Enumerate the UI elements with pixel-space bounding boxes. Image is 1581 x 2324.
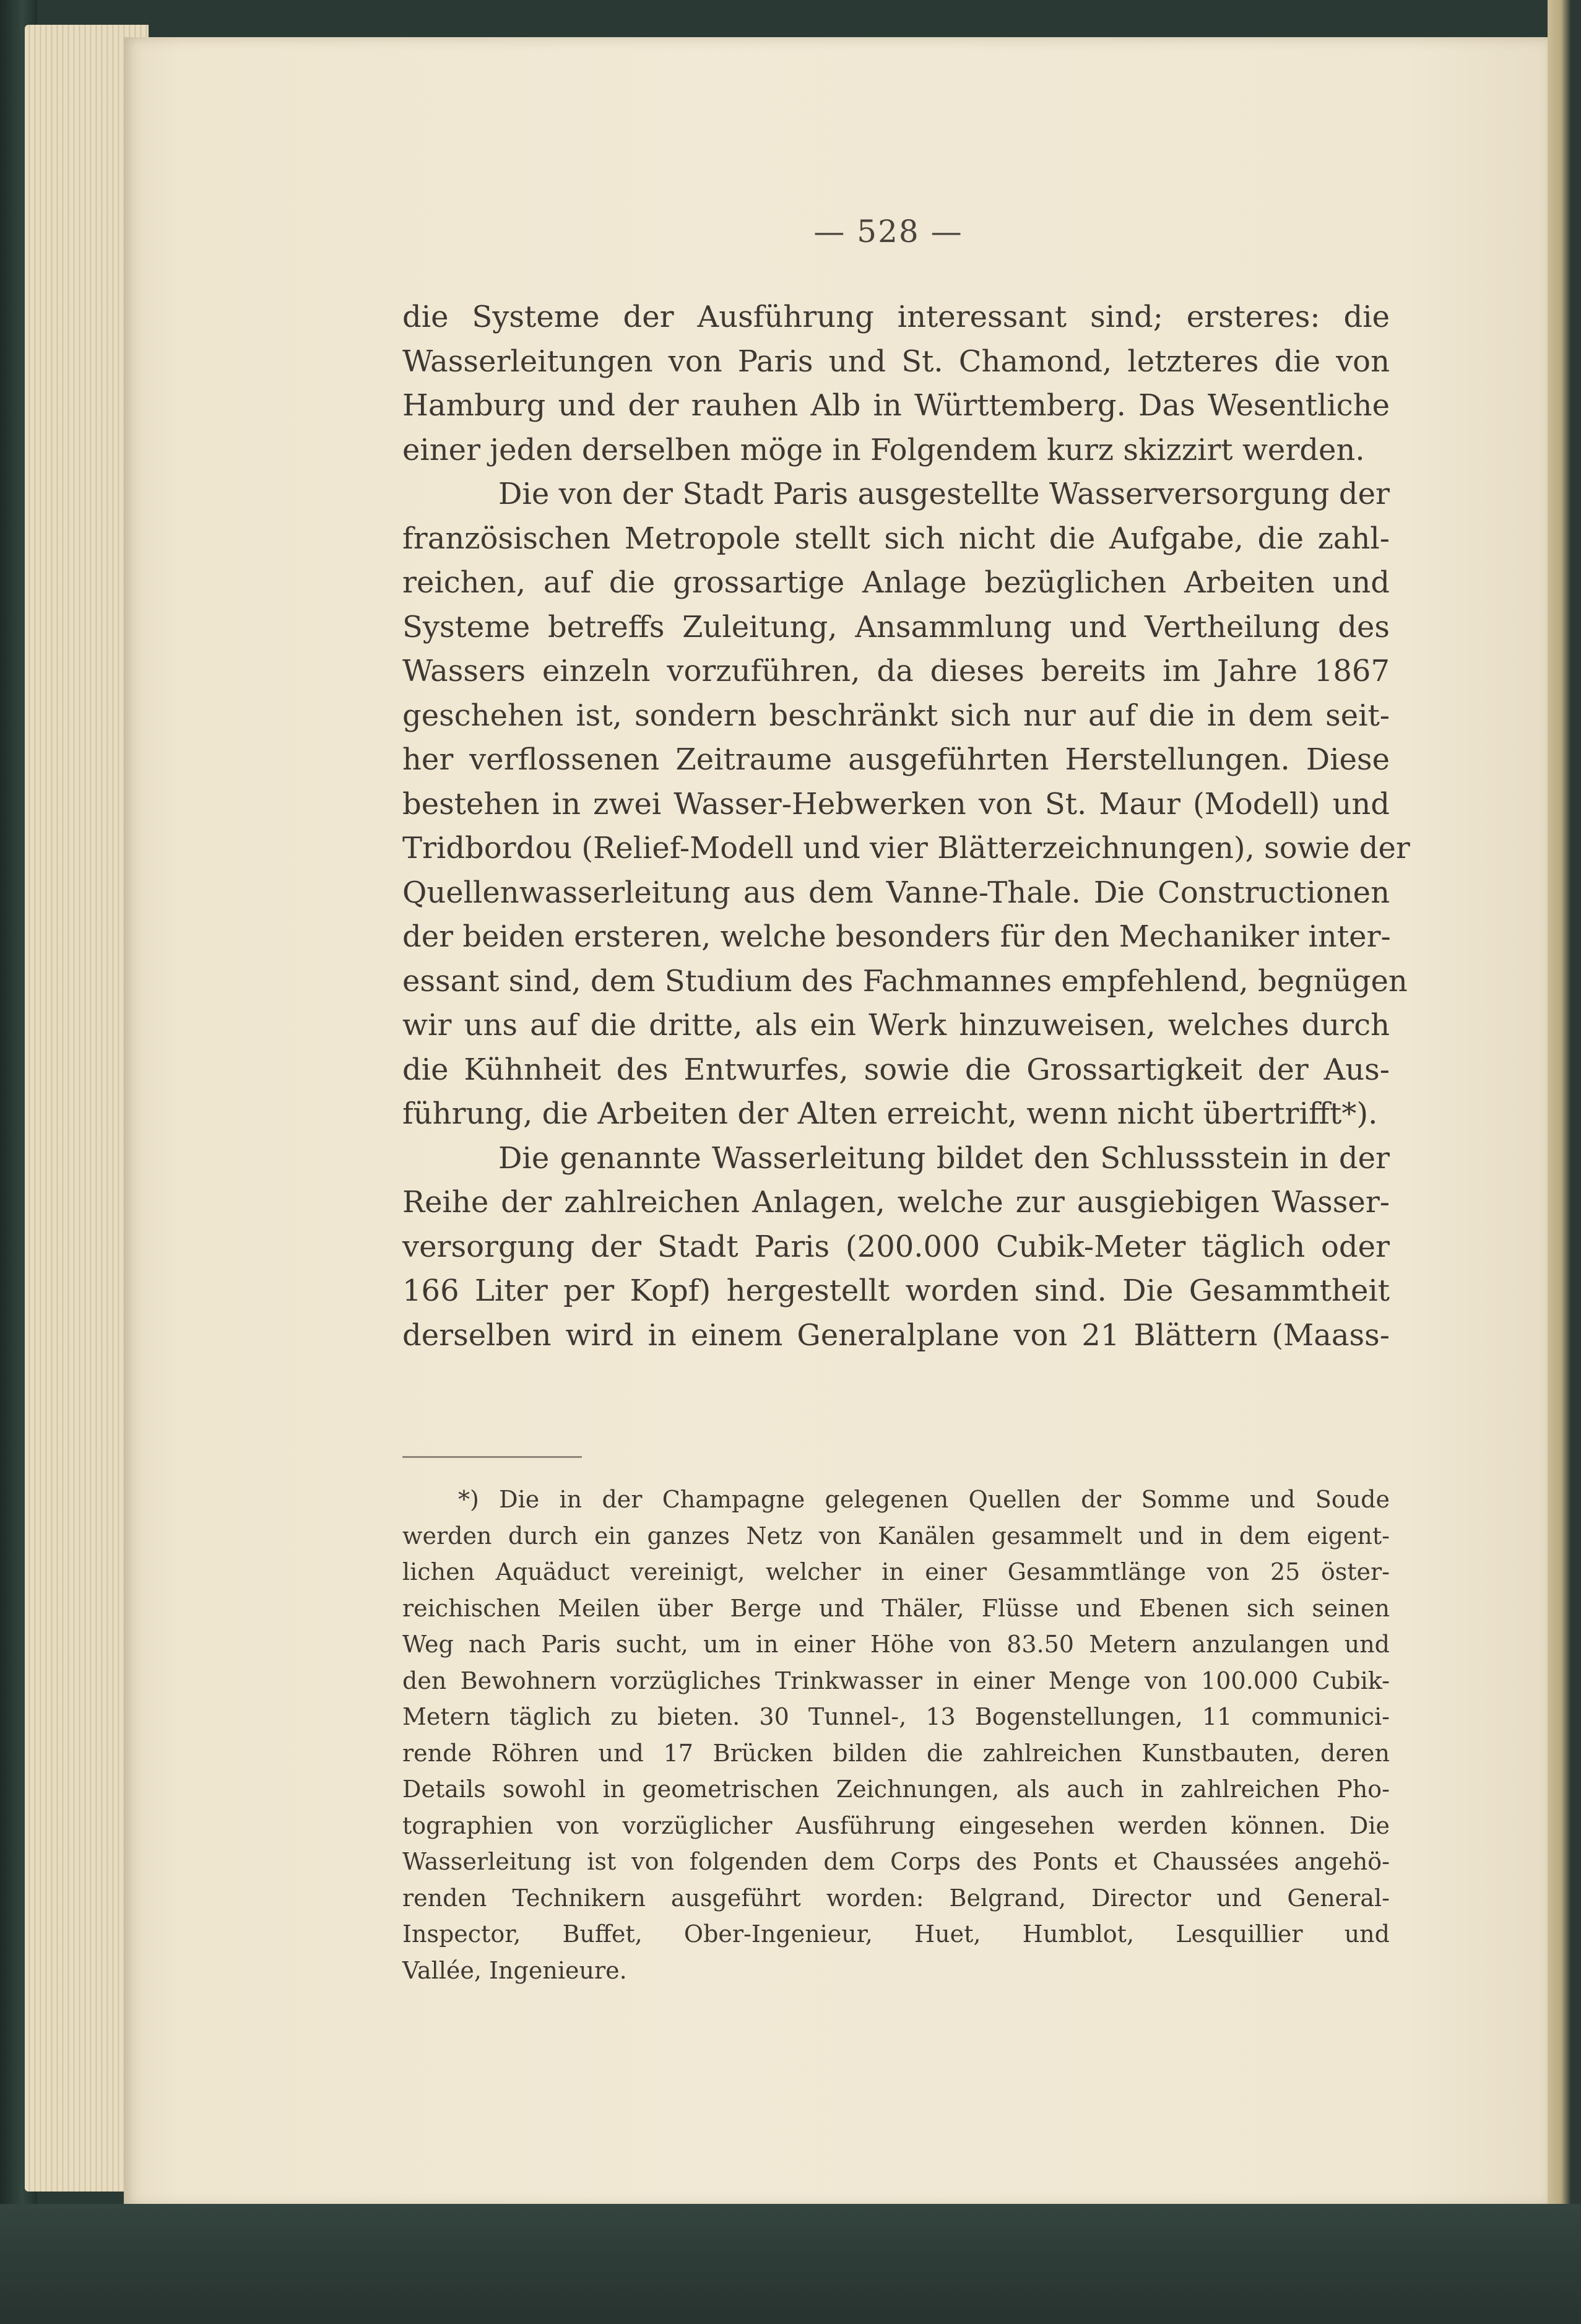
footnote-line: Details sowohl in geometrischen Zeichnungen, als auch in zahlreichen Pho- (402, 1776, 1390, 1803)
footnote-line: lichen Aquäduct vereinigt, welcher in einer Gesammtlänge von 25 öster- (402, 1558, 1390, 1585)
footnote-line: reichischen Meilen über Berge und Thäler, Flüsse und Ebenen sich seinen (402, 1594, 1390, 1622)
body-line: führung, die Arbeiten der Alten erreicht, wenn nicht übertrifft*). (402, 1096, 1378, 1131)
body-line: derselben wird in einem Generalplane von 21 Blättern (Maass- (402, 1317, 1390, 1353)
footnote-line: Inspector, Buffet, Ober-Ingenieur, Huet, Humblot, Lesquillier und (402, 1920, 1390, 1948)
body-line: Quellenwasserleitung aus dem Vanne-Thale. Die Constructionen (402, 875, 1390, 910)
body-line: reichen, auf die grossartige Anlage bezüglichen Arbeiten und (402, 565, 1390, 600)
body-line: einer jeden derselben möge in Folgendem kurz skizzirt werden. (402, 432, 1365, 467)
body-line: her verflossenen Zeitraume ausgeführten Herstellungen. Diese (402, 742, 1390, 777)
body-line: Wassers einzeln vorzuführen, da dieses bereits im Jahre 1867 (402, 654, 1390, 688)
body-line: Reihe der zahlreichen Anlagen, welche zur ausgiebigen Wasser- (402, 1185, 1390, 1220)
body-line: der beiden ersteren, welche besonders für den Mechaniker inter- (402, 919, 1391, 954)
body-line: essant sind, dem Studium des Fachmannes empfehlend, begnügen (402, 963, 1408, 999)
body-line: die Systeme der Ausführung interessant sind; ersteres: die (402, 300, 1390, 334)
body-line: Die genannte Wasserleitung bildet den Schlussstein in der (498, 1140, 1390, 1176)
footnote-line: Wasserleitung ist von folgenden dem Corps des Ponts et Chaussées angehö- (402, 1848, 1390, 1875)
footnote-line: werden durch ein ganzes Netz von Kanälen gesammelt und in dem eigent- (402, 1522, 1390, 1550)
body-line: geschehen ist, sondern beschränkt sich nur auf die in dem seit- (402, 698, 1390, 733)
page-number: — 528 — (813, 214, 963, 249)
footnote-divider (402, 1456, 582, 1458)
body-line: die Kühnheit des Entwurfes, sowie die Grossartigkeit der Aus- (402, 1052, 1390, 1087)
body-line: französischen Metropole stellt sich nicht die Aufgabe, die zahl- (402, 521, 1390, 556)
footnote-line: *) Die in der Champagne gelegenen Quellen der Somme und Soude (458, 1486, 1390, 1513)
body-line: bestehen in zwei Wasser-Hebwerken von St. Maur (Modell) und (402, 786, 1390, 822)
footnote-line: rende Röhren und 17 Brücken bilden die zahlreichen Kunstbauten, deren (402, 1739, 1390, 1767)
footnote-line: renden Technikern ausgeführt worden: Belgrand, Director und General- (402, 1884, 1390, 1912)
footnote-line: Vallée, Ingenieure. (402, 1956, 627, 1984)
body-line: Tridbordou (Relief-Modell und vier Blätterzeichnungen), sowie der (402, 831, 1410, 865)
body-line: versorgung der Stadt Paris (200.000 Cubik-Meter täglich oder (402, 1229, 1390, 1264)
right-page-edge (1548, 0, 1581, 2324)
body-line: Hamburg und der rauhen Alb in Württemberg. Das Wesentliche (402, 388, 1390, 423)
body-line: Die von der Stadt Paris ausgestellte Wasserversorgung der (498, 477, 1390, 511)
body-line: wir uns auf die dritte, als ein Werk hinzuweisen, welches durch (402, 1008, 1390, 1043)
bottom-background (0, 2204, 1581, 2324)
footnote-line: tographien von vorzüglicher Ausführung eingesehen werden können. Die (402, 1811, 1390, 1839)
body-line: Systeme betreffs Zuleitung, Ansammlung und Vertheilung des (402, 609, 1390, 644)
footnote-line: Metern täglich zu bieten. 30 Tunnel-, 13 Bogenstellungen, 11 communici- (402, 1703, 1390, 1730)
body-line: Wasserleitungen von Paris und St. Chamond, letzteres die von (402, 344, 1390, 379)
footnote-line: Weg nach Paris sucht, um in einer Höhe von 83.50 Metern anzulangen und (402, 1631, 1390, 1658)
body-line: 166 Liter per Kopf) hergestellt worden sind. Die Gesammtheit (402, 1273, 1390, 1308)
footnote-line: den Bewohnern vorzügliches Trinkwasser in einer Menge von 100.000 Cubik- (402, 1667, 1390, 1694)
